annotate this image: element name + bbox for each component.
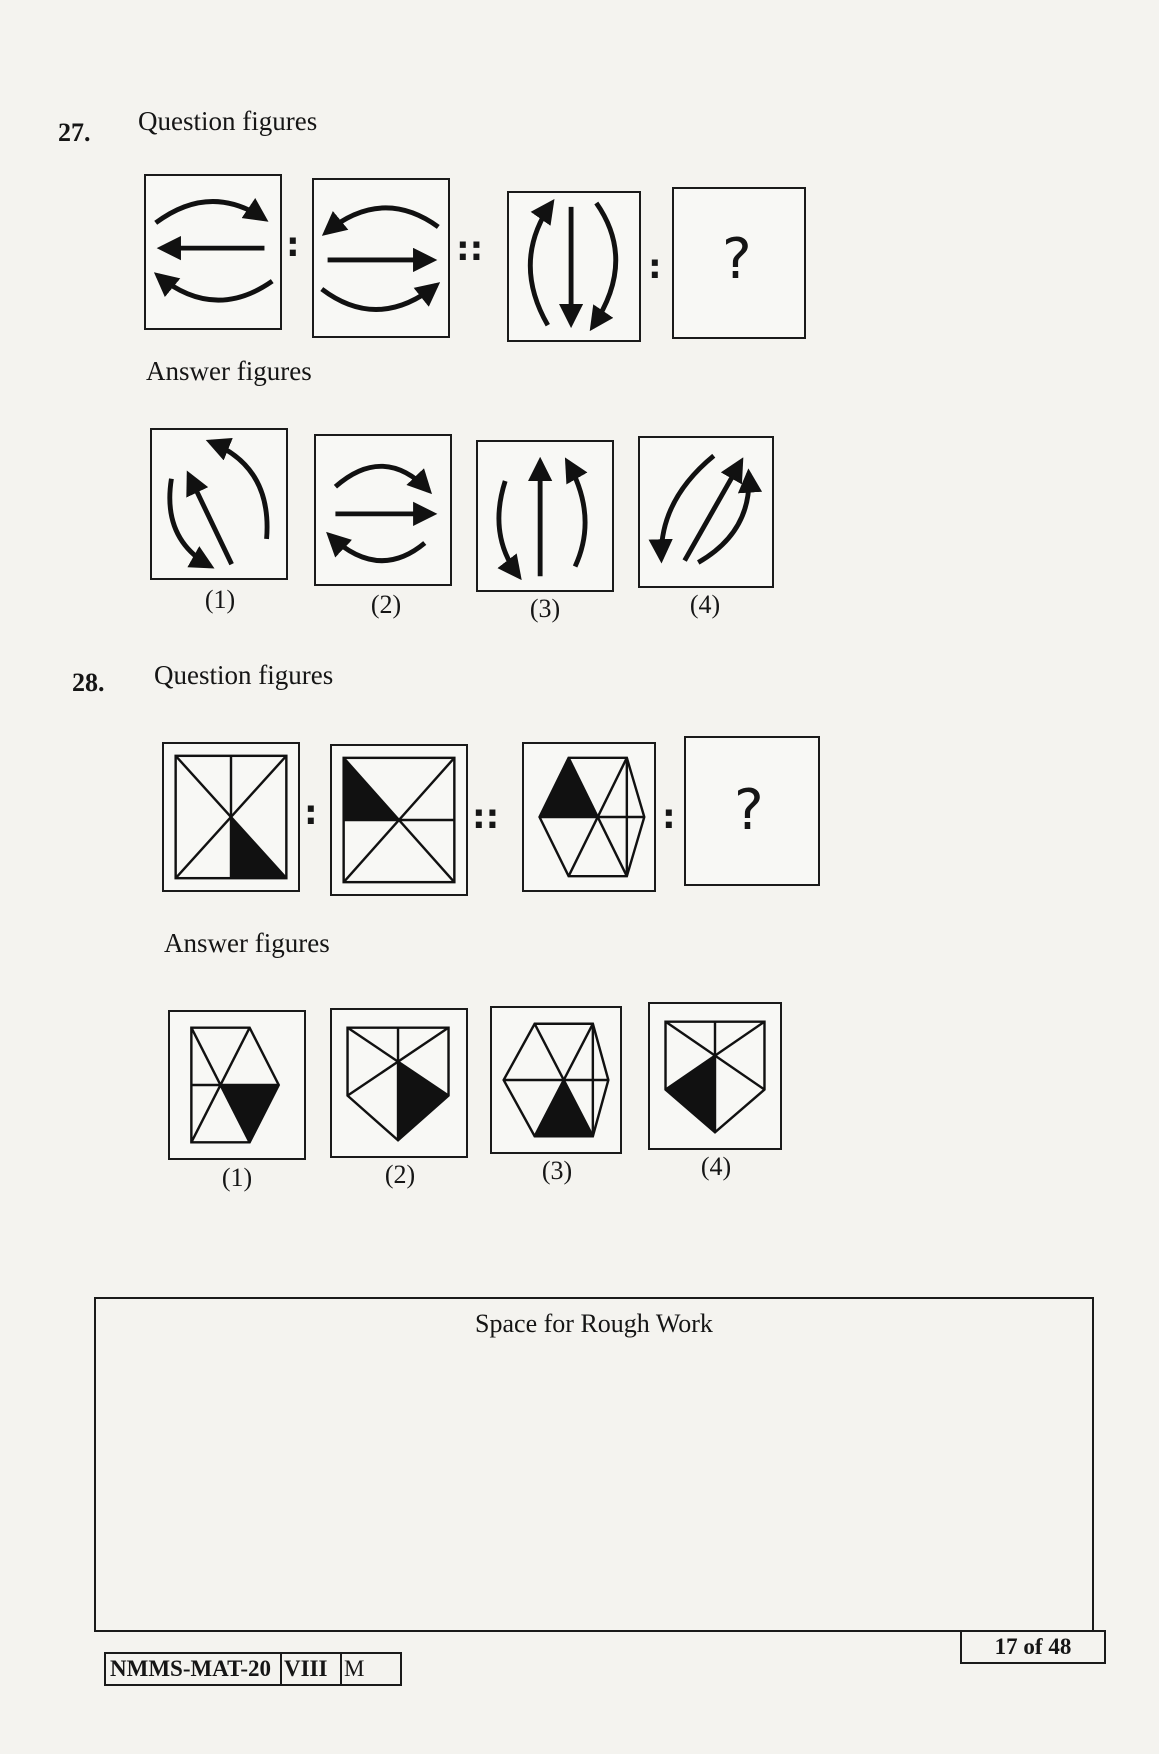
question-number: 28. <box>72 668 105 697</box>
paper-medium: M <box>340 1652 402 1686</box>
option-label-2: (2) <box>384 1160 416 1189</box>
question-number: 27. <box>58 118 91 147</box>
q28-answer-figure-4[interactable] <box>648 1002 782 1150</box>
q27-answer-figure-3[interactable] <box>476 440 614 592</box>
paper-code: NMMS-MAT-20 <box>104 1652 282 1686</box>
ratio-separator: : <box>648 247 662 287</box>
ratio-separator: : <box>662 797 676 837</box>
answer-figures-label: Answer figures <box>146 356 312 386</box>
q28-answer-figure-2[interactable] <box>330 1008 468 1158</box>
q27-question-figure-2 <box>312 178 450 338</box>
ratio-separator: : <box>304 793 318 833</box>
rough-work-title: Space for Rough Work <box>475 1309 713 1338</box>
option-label-2: (2) <box>370 590 402 619</box>
proportion-separator: :: <box>472 797 500 837</box>
option-label-1: (1) <box>221 1163 253 1192</box>
q28-question-figure-unknown <box>684 736 820 886</box>
question-figures-label: Question figures <box>138 106 318 136</box>
rough-work-box <box>94 1297 1094 1632</box>
q28-answer-figure-3[interactable] <box>490 1006 622 1154</box>
q27-question-figure-1 <box>144 174 282 330</box>
proportion-separator: :: <box>456 229 484 269</box>
q27-answer-figure-2[interactable] <box>314 434 452 586</box>
option-label-3: (3) <box>529 594 561 623</box>
q27-question-figure-unknown <box>672 187 806 339</box>
option-label-4: (4) <box>700 1152 732 1181</box>
q28-question-figure-3 <box>522 742 656 892</box>
answer-figures-label: Answer figures <box>164 928 330 958</box>
q27-question-figure-3 <box>507 191 641 342</box>
question-mark: ? <box>722 227 752 292</box>
option-label-1: (1) <box>204 585 236 614</box>
question-mark: ? <box>734 778 764 843</box>
ratio-separator: : <box>286 225 300 265</box>
option-label-3: (3) <box>541 1156 573 1185</box>
paper-class: VIII <box>280 1652 342 1686</box>
q28-question-figure-1 <box>162 742 300 892</box>
q28-answer-figure-1[interactable] <box>168 1010 306 1160</box>
q27-answer-figure-1[interactable] <box>150 428 288 580</box>
q28-question-figure-2 <box>330 744 468 896</box>
page-number: 17 of 48 <box>960 1630 1106 1664</box>
question-figures-label: Question figures <box>154 660 334 690</box>
q27-answer-figure-4[interactable] <box>638 436 774 588</box>
option-label-4: (4) <box>689 590 721 619</box>
